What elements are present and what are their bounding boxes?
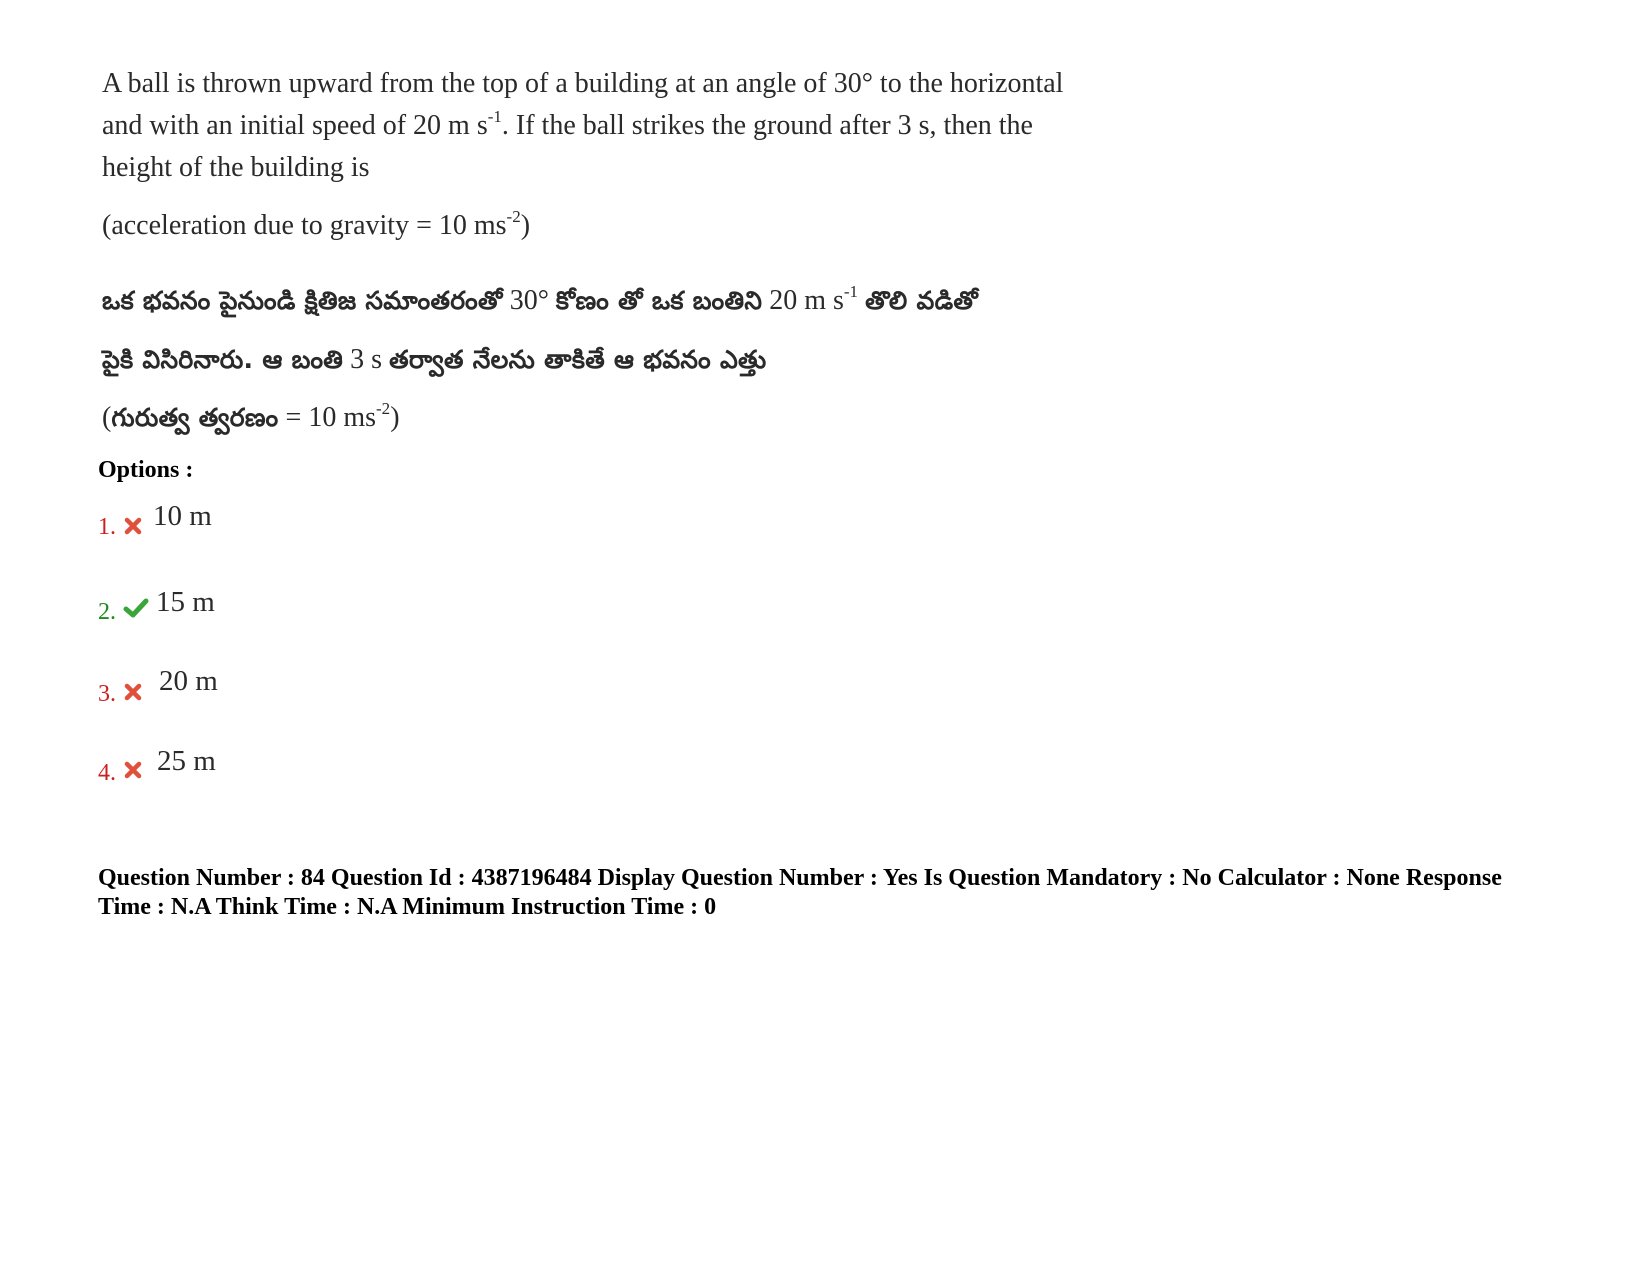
telugu-line-1	[102, 281, 979, 317]
telugu-text: ఒక భవనం పైనుండి క్షితిజ సమాంతరంతో	[102, 286, 503, 315]
telugu-text: పైకి విసిరినారు. ఆ బంతి	[102, 345, 344, 374]
question-text: )	[520, 210, 531, 241]
telugu-text: గురుత్వ త్వరణం	[111, 403, 279, 432]
metadata-line-2: Time : N.A Think Time : N.A Minimum Instruction Time : 0	[98, 894, 717, 920]
superscript: -2	[506, 206, 521, 226]
telugu-text: తర్వాత నేలను తాకితే ఆ భవనం ఎత్తు	[389, 345, 767, 374]
superscript: -1	[487, 106, 502, 126]
option-number: 3.	[98, 681, 116, 707]
question-line-2	[102, 106, 1033, 142]
cross-icon	[122, 515, 144, 537]
question-text: . If the ball strikes the ground after 3 s, then the	[501, 110, 1033, 141]
question-text: 3 s	[350, 344, 383, 375]
options-label: Options :	[98, 457, 194, 483]
question-text: 30°	[509, 285, 549, 316]
question-gravity-line	[102, 206, 531, 242]
option-number: 1.	[98, 514, 116, 540]
question-line-3	[102, 152, 370, 184]
telugu-text: కోణం తో ఒక బంతిని	[555, 286, 763, 315]
telugu-gravity-line	[102, 398, 400, 434]
question-metadata	[98, 864, 1568, 922]
question-text: 20 m s	[769, 285, 844, 316]
check-icon	[123, 597, 149, 619]
cross-icon	[122, 681, 144, 703]
option-text: 15 m	[156, 586, 215, 618]
question-text: height of the building is	[102, 152, 370, 183]
option-text: 25 m	[157, 745, 216, 777]
question-text: (	[102, 402, 112, 433]
question-text: (acceleration due to gravity = 10 ms	[102, 210, 507, 241]
question-text: )	[390, 402, 400, 433]
telugu-line-2	[102, 344, 766, 376]
superscript: -2	[376, 398, 391, 418]
question-text: and with an initial speed of 20 m s	[102, 110, 488, 141]
option-text: 10 m	[153, 500, 212, 532]
question-text: A ball is thrown upward from the top of a building at an angle of 30° to the horizontal	[102, 68, 1064, 99]
metadata-line-1: Question Number : 84 Question Id : 4387196484 Display Question Number : Yes Is Question Mandatory : No Calculator : None Response	[98, 865, 1502, 891]
superscript: -1	[843, 281, 859, 301]
question-line-1	[102, 68, 1063, 100]
cross-icon	[122, 759, 144, 781]
telugu-text: తొలి వడితో	[865, 286, 979, 315]
option-number: 2.	[98, 599, 116, 625]
option-text: 20 m	[159, 665, 218, 697]
question-text: = 10 ms	[278, 402, 377, 433]
option-number: 4.	[98, 760, 116, 786]
